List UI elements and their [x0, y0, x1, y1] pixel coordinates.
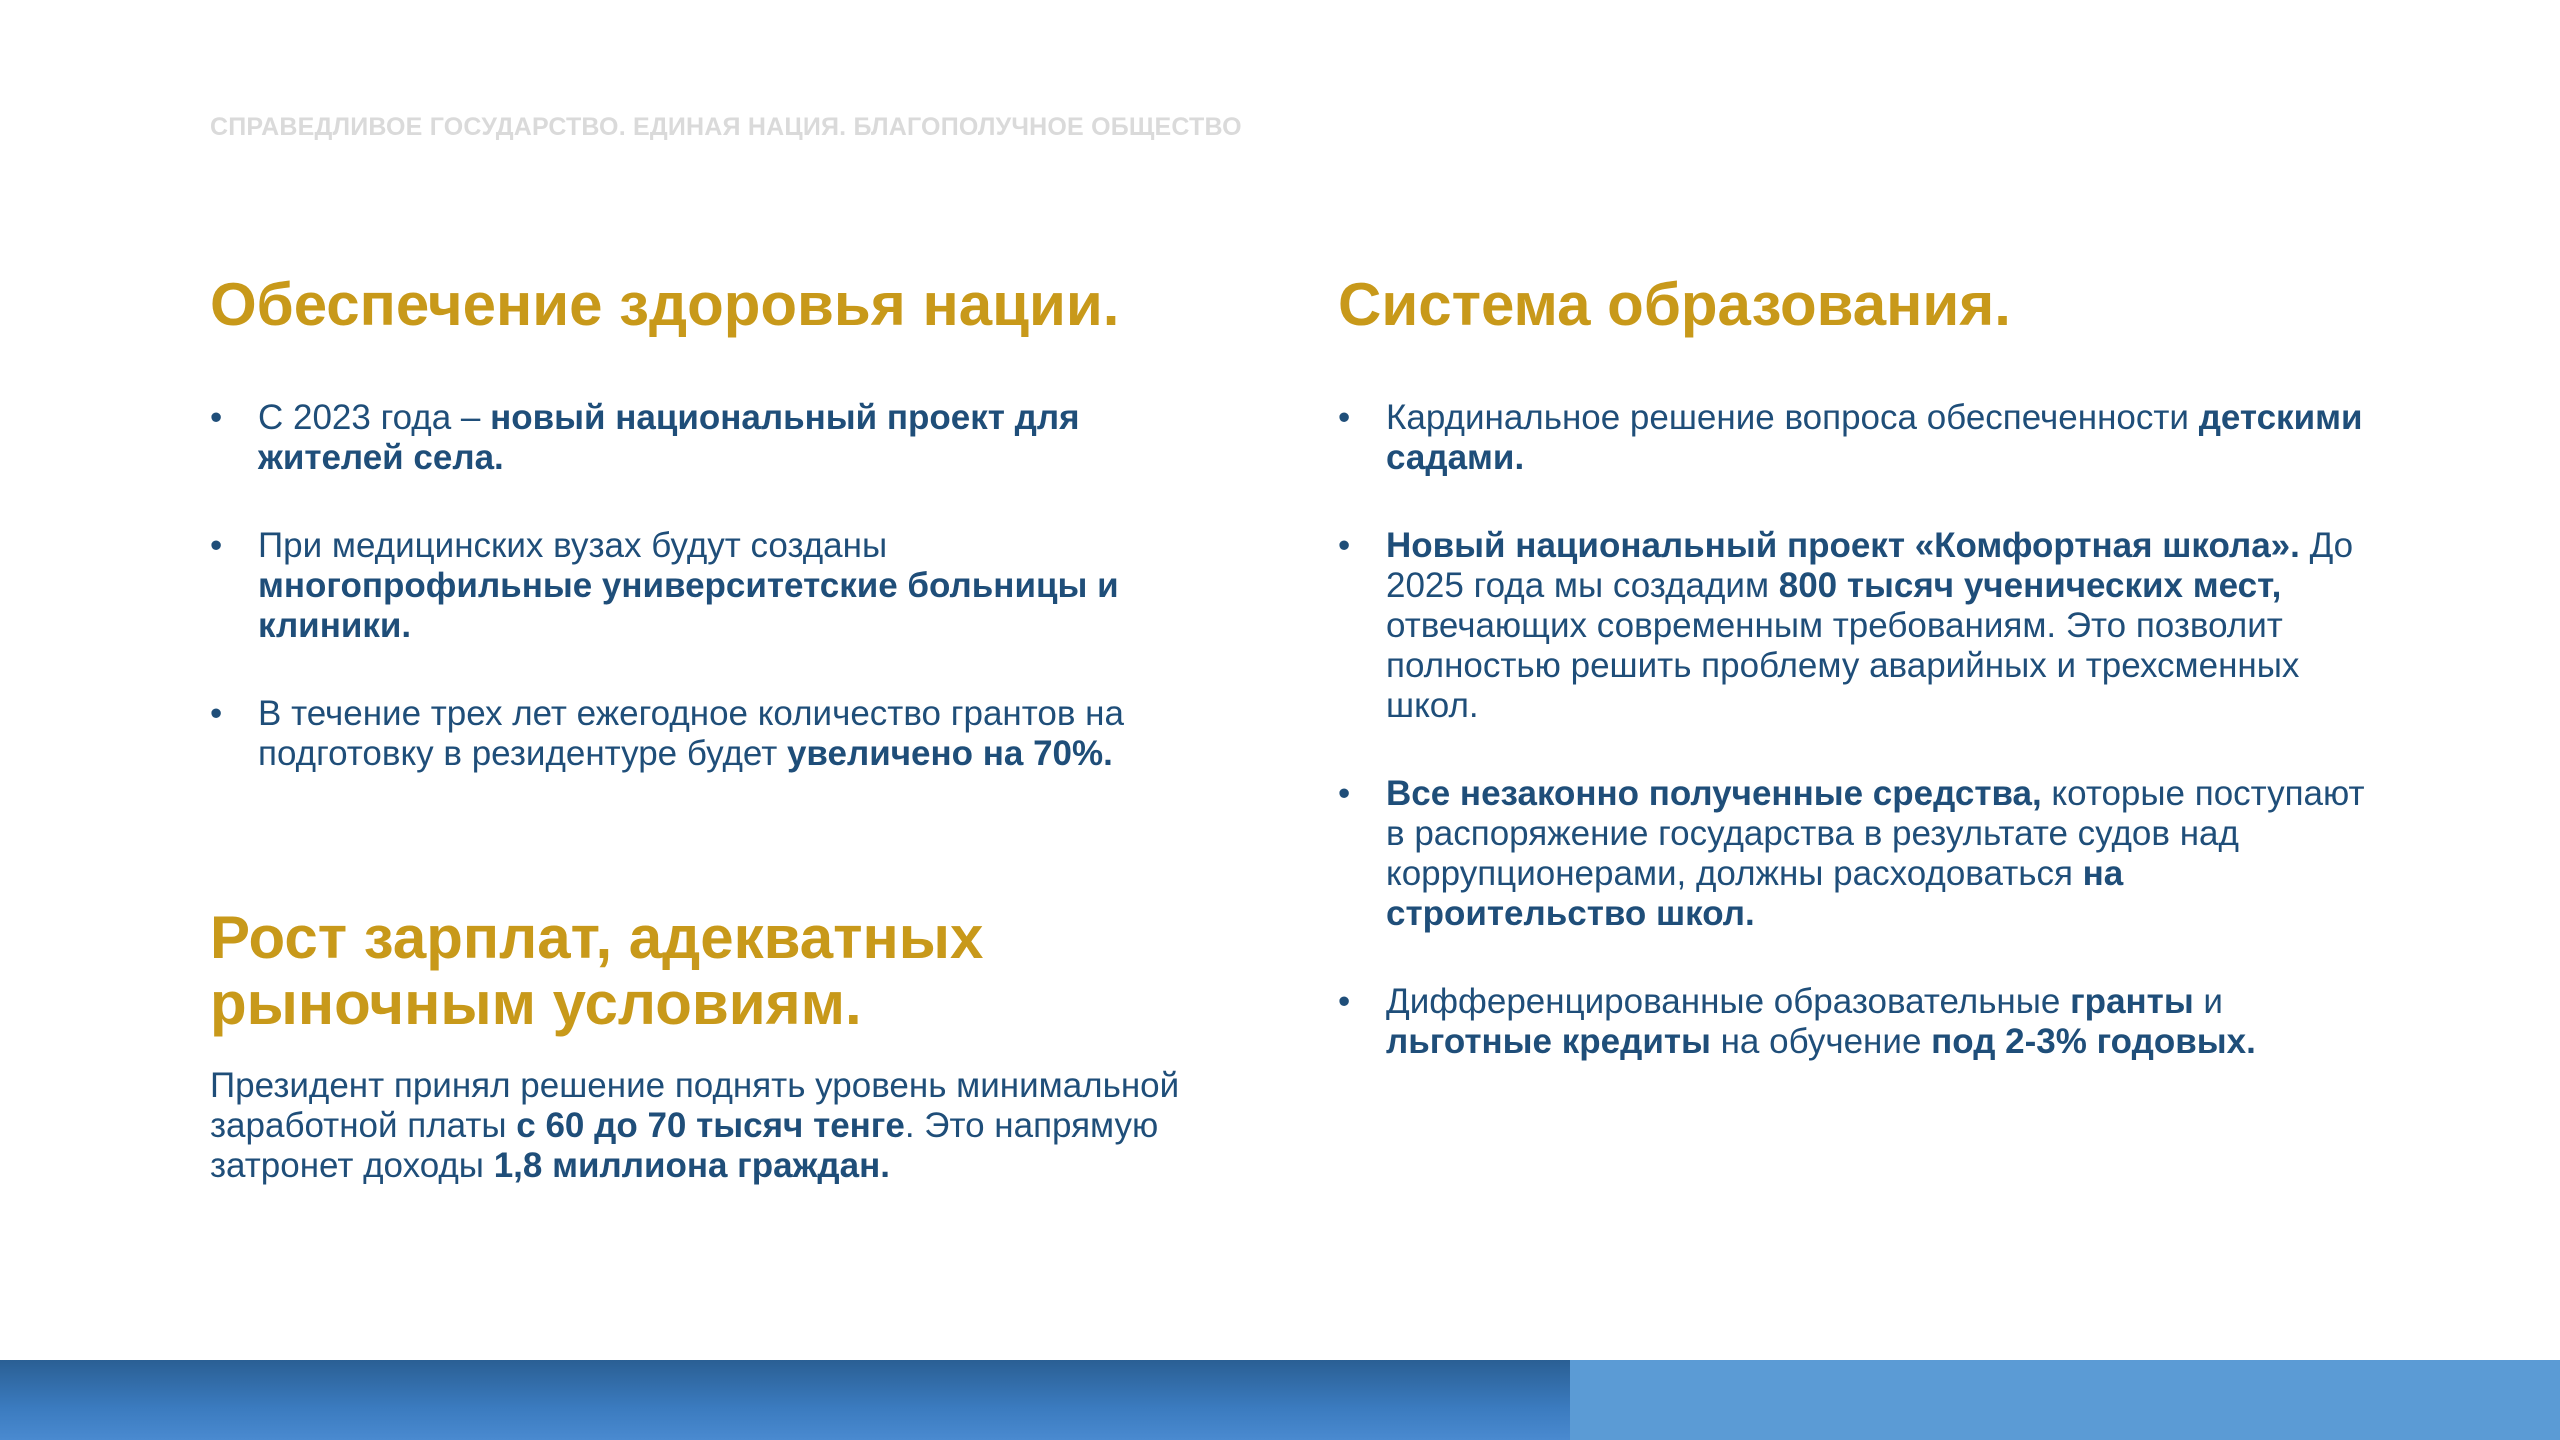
item-text: В течение трех лет ежегодное количество грантов на подготовку в резидентуре будет	[258, 694, 1124, 773]
salary-heading: Рост зарплат, адекватных рыночным условиям.	[210, 904, 984, 1037]
list-item	[210, 398, 1230, 478]
footer-bar-dark	[0, 1360, 1570, 1440]
list-item	[210, 694, 1230, 774]
list-item	[210, 526, 1230, 646]
item-text: на обучение	[1710, 1022, 1932, 1061]
item-bold-text: детскими садами.	[1386, 398, 2363, 477]
education-list	[1338, 398, 2378, 1062]
salary-paragraph	[210, 1066, 1260, 1186]
salary-text: Президент принял решение поднять уровень минимальной заработной платы	[210, 1066, 1180, 1145]
item-bold-text: Все незаконно полученные средства,	[1386, 774, 2042, 813]
item-bold-text: льготные кредиты	[1386, 1022, 1711, 1061]
footer-bar-light	[1570, 1360, 2560, 1440]
item-text: которые поступают в распоряжение государства в результате судов над коррупционерами, должны расходоваться	[1386, 774, 2365, 893]
education-heading: Система образования.	[1338, 271, 2011, 338]
list-item	[1338, 398, 2378, 478]
salary-bold-amount: с 60 до 70 тысяч тенге	[516, 1106, 905, 1145]
item-bold-text: на строительство школ.	[1386, 854, 2124, 933]
item-text: Дифференцированные образовательные	[1386, 982, 2071, 1021]
health-list	[210, 398, 1230, 774]
list-item	[1338, 774, 2378, 934]
item-bold-text: под 2-3% годовых.	[1931, 1022, 2256, 1061]
item-text: При медицинских вузах будут созданы	[258, 526, 888, 565]
item-text: отвечающих современным требованиям. Это позволит полностью решить проблему аварийных и трехсменных школ.	[1386, 606, 2300, 725]
item-bold-text: Новый национальный проект «Комфортная школа».	[1386, 526, 2300, 565]
item-bold-text: 800 тысяч ученических мест,	[1778, 566, 2282, 605]
item-bold-text: гранты	[2070, 982, 2194, 1021]
item-bold-text: увеличено на 70%.	[786, 734, 1113, 773]
salary-bold-citizens: 1,8 миллиона граждан.	[493, 1146, 890, 1185]
item-text: С 2023 года –	[258, 398, 491, 437]
item-text: и	[2193, 982, 2223, 1021]
item-text: До 2025 года мы создадим	[1386, 526, 2354, 605]
item-bold-text: многопрофильные университетские больницы и клиники.	[258, 566, 1119, 645]
item-bold-text: новый национальный проект для жителей села.	[258, 398, 1080, 477]
item-text: Кардинальное решение вопроса обеспеченности	[1386, 398, 2199, 437]
list-item	[1338, 526, 2378, 726]
health-heading: Обеспечение здоровья нации.	[210, 271, 1120, 338]
list-item	[1338, 982, 2378, 1062]
slide-tagline: СПРАВЕДЛИВОЕ ГОСУДАРСТВО. ЕДИНАЯ НАЦИЯ. БЛАГОПОЛУЧНОЕ ОБЩЕСТВО	[210, 113, 1242, 141]
salary-text: . Это напрямую затронет доходы	[210, 1106, 1159, 1185]
